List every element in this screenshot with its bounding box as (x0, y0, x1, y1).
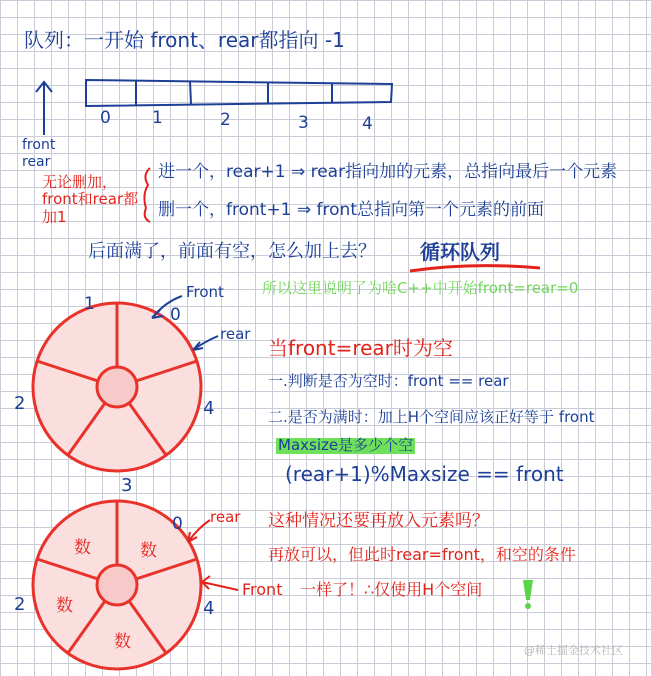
ring2-slot-label: 0 (172, 514, 183, 534)
ring2-slot-label: 4 (203, 598, 215, 619)
rear-arrow-icon-2 (188, 520, 210, 542)
circular-queue-title: 循环队列 (420, 240, 500, 264)
page-header: 队列：一开始 front、rear都指向 -1 (24, 28, 345, 52)
ring2-cell: 数 (140, 541, 157, 561)
array-index: 0 (100, 108, 111, 128)
question-1: 这种情况还要再放入元素吗？ (268, 511, 489, 531)
ring2-cell: 数 (56, 596, 73, 616)
array-diagram (86, 80, 392, 106)
array-index: 1 (152, 108, 163, 128)
array-index: 3 (298, 113, 309, 133)
ring2-rear-label: rear (210, 508, 241, 526)
enqueue-note: 进一个，rear+1 ⇒ rear指向加的元素，总指向最后一个元素 (158, 162, 618, 182)
watermark: @稀土掘金技术社区 (524, 644, 623, 657)
ring2-front-label: Front (242, 580, 283, 599)
front-rear-label: front rear (22, 137, 56, 170)
up-arrow-icon (36, 82, 52, 135)
array-index: 4 (362, 114, 373, 134)
dequeue-note: 删一个，front+1 ⇒ front总指向第一个元素的前面 (158, 200, 544, 220)
array-index: 2 (220, 110, 231, 130)
ring1-rear-label: rear (220, 325, 251, 343)
empty-condition: 当front=rear时为空 (268, 336, 453, 360)
ring1-slot-label: 0 (170, 305, 181, 325)
ring1-slot-label: 1 (84, 294, 95, 314)
rear-arrow-icon (193, 336, 218, 350)
question-2: 再放可以，但此时rear=front，和空的条件 (268, 545, 576, 564)
judge-full: 二.是否为满时：加上H个空间应该正好等于 front (268, 408, 595, 426)
formula: (rear+1)%Maxsize == front (285, 462, 564, 486)
ring1-slot-label: 3 (121, 475, 133, 496)
ring2-cell: 数 (74, 538, 91, 558)
question-line: 后面满了，前面有空，怎么加上去？ (88, 241, 376, 262)
circular-queue-ring-1 (33, 303, 201, 471)
maxsize-note: Maxsize是多少个空 (278, 436, 414, 454)
exclamation-icon (523, 580, 533, 609)
front-arrow-icon-2 (202, 576, 238, 590)
question-3: 一样了！∴仅使用H个空间 (300, 580, 483, 599)
ring2-cell: 数 (114, 632, 131, 652)
ring2-slot-label: 2 (14, 594, 26, 615)
ring1-slot-label: 4 (203, 398, 215, 419)
underline-mark (410, 266, 540, 271)
ring1-slot-label: 2 (14, 393, 26, 414)
judge-empty: 一.判断是否为空时：front == rear (268, 372, 509, 390)
side-note: 无论删加，front和rear都加1 (42, 173, 139, 226)
green-note: 所以这里说明了为啥C++中开始front=rear=0 (262, 279, 579, 297)
ring1-front-label: Front (186, 283, 224, 301)
